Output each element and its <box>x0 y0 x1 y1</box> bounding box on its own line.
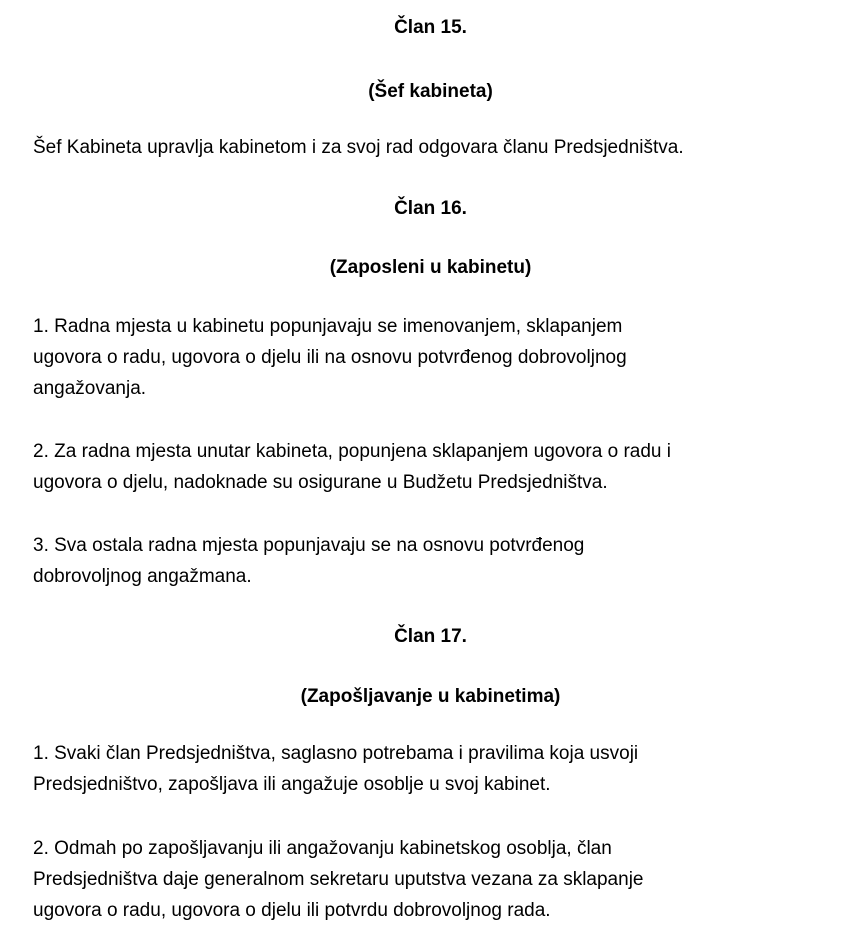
paragraph-line: 1. Svaki član Predsjedništva, saglasno potrebama i pravilima koja usvoji <box>33 743 639 764</box>
article-15-title: (Šef kabineta) <box>368 81 493 102</box>
article-16-title: (Zaposleni u kabinetu) <box>329 257 532 278</box>
paragraph-line: ugovora o radu, ugovora o djelu ili na osnovu potvrđenog dobrovoljnog <box>33 347 627 368</box>
article-17-title: (Zapošljavanje u kabinetima) <box>300 686 561 707</box>
paragraph-line: 2. Odmah po zapošljavanju ili angažovanju kabinetskog osoblja, član <box>33 838 612 859</box>
paragraph-line: ugovora o radu, ugovora o djelu ili potvrdu dobrovoljnog rada. <box>33 900 551 921</box>
article-17-paragraph-2 <box>33 833 833 926</box>
paragraph-line: Predsjedništvo, zapošljava ili angažuje osoblje u svoj kabinet. <box>33 774 551 795</box>
article-17-paragraph-1 <box>33 738 833 800</box>
article-16-paragraph-2 <box>33 436 833 498</box>
paragraph-line: angažovanja. <box>33 378 147 399</box>
article-17-number: Član 17. <box>394 626 467 647</box>
paragraph-line: 2. Za radna mjesta unutar kabineta, popunjena sklapanjem ugovora o radu i <box>33 441 671 462</box>
article-15-number: Član 15. <box>394 17 467 38</box>
paragraph-line: 1. Radna mjesta u kabinetu popunjavaju se imenovanjem, sklapanjem <box>33 316 623 337</box>
paragraph-line: ugovora o djelu, nadoknade su osigurane u Budžetu Predsjedništva. <box>33 472 608 493</box>
paragraph-line: 3. Sva ostala radna mjesta popunjavaju se na osnovu potvrđenog <box>33 535 585 556</box>
paragraph-line: Predsjedništva daje generalnom sekretaru uputstva vezana za sklapanje <box>33 869 644 890</box>
article-16-paragraph-3 <box>33 530 833 592</box>
paragraph-line: dobrovoljnog angažmana. <box>33 566 252 587</box>
paragraph-line: Šef Kabineta upravlja kabinetom i za svoj rad odgovara članu Predsjedništva. <box>33 137 684 158</box>
article-16-paragraph-1 <box>33 311 833 404</box>
article-15-paragraph <box>33 132 833 163</box>
article-16-number: Član 16. <box>394 198 467 219</box>
